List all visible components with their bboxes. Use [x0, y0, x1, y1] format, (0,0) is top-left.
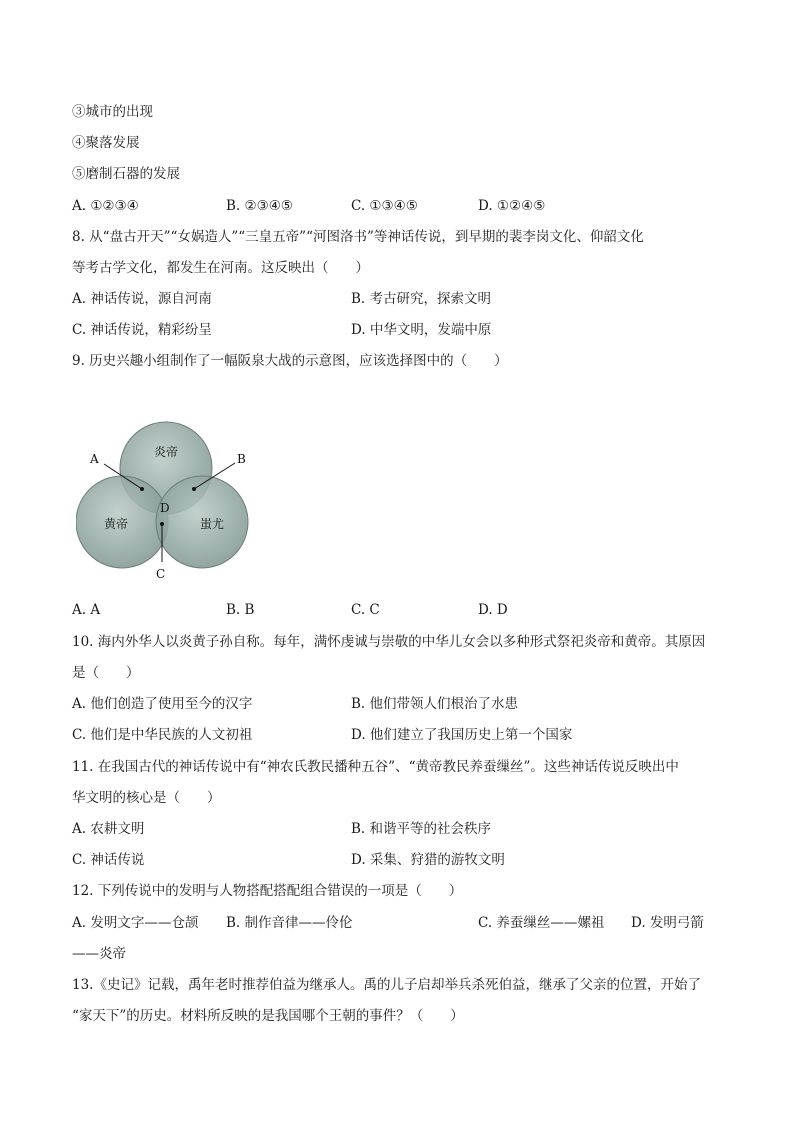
question-11-stem: 11. 在我国古代的神话传说中有“神农氏教民播种五谷”、“黄帝教民养蚕缫丝”。这些神话传说反映出中 [72, 759, 679, 775]
marker-c-dot [160, 522, 164, 526]
question-10-stem-cont: 是（ ） [72, 665, 140, 681]
option-c: C. ①③④⑤ [351, 198, 418, 214]
marker-label: B [237, 452, 246, 466]
option-a: A. 神话传说，源自河南 [72, 291, 212, 307]
option-b: B. 制作音律——伶伦 [226, 915, 353, 931]
list-item: ③城市的出现 [72, 104, 153, 120]
option-c: C. 他们是中华民族的人文初祖 [72, 727, 253, 743]
option-a: A. 农耕文明 [72, 821, 145, 837]
question-13-stem: 13.《史记》记载，禹年老时推荐伯益为继承人。禹的儿子启却举兵杀死伯益，继承了父亲的位置，开始了 [72, 977, 701, 993]
option-a: A. ①②③④ [72, 198, 139, 214]
venn-diagram [76, 418, 256, 588]
list-item: ④聚落发展 [72, 135, 140, 151]
circle-label: 黄帝 [103, 517, 129, 531]
option-b: B. 他们带领人们根治了水患 [351, 696, 519, 712]
marker-a-dot [140, 487, 144, 491]
option-c: C. 神话传说 [72, 852, 145, 868]
option-d-wrap: ——炎帝 [72, 946, 126, 962]
question-9-stem: 9. 历史兴趣小组制作了一幅阪泉大战的示意图，应该选择图中的（ ） [72, 353, 508, 369]
option-d: D. 发明弓箭 [631, 915, 704, 931]
question-13-stem-cont: “家天下”的历史。材料所反映的是我国哪个王朝的事件？（ ） [72, 1008, 464, 1024]
option-d: D. D [478, 602, 508, 618]
marker-label: A [90, 452, 99, 466]
option-d: D. 中华文明，发端中原 [351, 322, 492, 338]
option-d: D. 采集、狩猎的游牧文明 [351, 852, 505, 868]
marker-label: C [156, 567, 166, 581]
option-b: B. 考古研究，探索文明 [351, 291, 492, 307]
question-8-stem-cont: 等考古学文化，都发生在河南。这反映出（ ） [72, 260, 369, 276]
option-c: C. 养蚕缫丝——嫘祖 [478, 915, 605, 931]
option-b: B. 和谐平等的社会秩序 [351, 821, 492, 837]
question-12-stem: 12. 下列传说中的发明与人物搭配搭配组合错误的一项是（ ） [72, 883, 463, 899]
option-a: A. 他们创造了使用至今的汉字 [72, 696, 253, 712]
option-c: C. C [351, 602, 380, 618]
option-b: B. B [226, 602, 255, 618]
question-11-stem-cont: 华文明的核心是（ ） [72, 790, 221, 806]
option-a: A. A [72, 602, 101, 618]
circle-label: 炎帝 [153, 445, 179, 459]
option-c: C. 神话传说，精彩纷呈 [72, 322, 212, 338]
marker-b-dot [192, 487, 196, 491]
option-b: B. ②③④⑤ [226, 198, 293, 214]
question-10-stem: 10. 海内外华人以炎黄子孙自称。每年，满怀虔诚与崇敬的中华儿女会以多种形式祭祀炎帝和黄帝。其原因 [72, 634, 706, 650]
list-item: ⑤磨制石器的发展 [72, 166, 180, 182]
option-d: D. ①②④⑤ [478, 198, 546, 214]
option-d: D. 他们建立了我国历史上第一个国家 [351, 727, 573, 743]
option-a: A. 发明文字——仓颉 [72, 915, 199, 931]
circle-label: 蚩尤 [199, 517, 225, 531]
marker-label: D [160, 501, 170, 515]
question-8-stem: 8. 从“盘古开天”“女娲造人”“三皇五帝”“河图洛书”等神话传说，到早期的裴李岗文化、仰韶文化 [72, 229, 644, 245]
